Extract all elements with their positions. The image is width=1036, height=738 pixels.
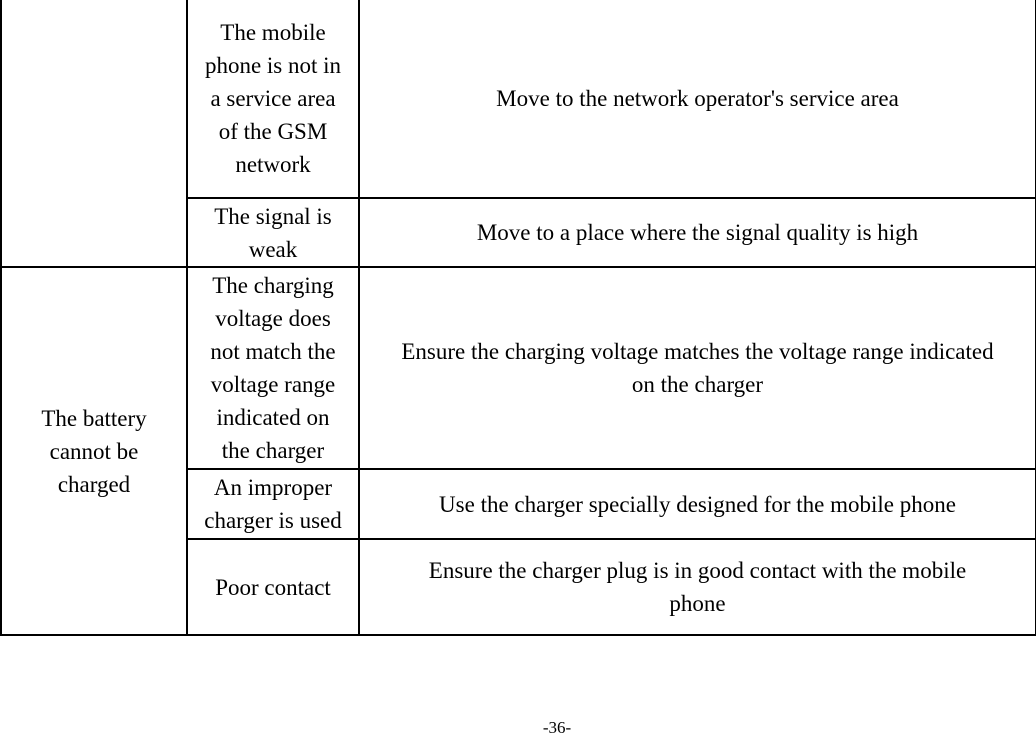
- cause-cell: The mobile phone is not in a service area of the GSM network: [187, 0, 359, 198]
- solution-cell: Move to the network operator's service area: [359, 0, 1036, 198]
- table-row: [1, 267, 1036, 469]
- problem-cell: The battery cannot be charged: [1, 267, 187, 635]
- solution-cell: Ensure the charging voltage matches the voltage range indicated on the charger: [359, 267, 1036, 469]
- cause-cell: The signal is weak: [187, 198, 359, 267]
- cause-cell: An improper charger is used: [187, 469, 359, 539]
- problem-cell: [1, 0, 187, 267]
- solution-cell: Use the charger specially designed for the mobile phone: [359, 469, 1036, 539]
- solution-cell: Ensure the charger plug is in good contact with the mobile phone: [359, 539, 1036, 635]
- cause-cell: The charging voltage does not match the voltage range indicated on the charger: [187, 267, 359, 469]
- cause-cell: Poor contact: [187, 539, 359, 635]
- table-row: [1, 0, 1036, 198]
- solution-cell: Move to a place where the signal quality is high: [359, 198, 1036, 267]
- page-number: -36-: [542, 718, 572, 737]
